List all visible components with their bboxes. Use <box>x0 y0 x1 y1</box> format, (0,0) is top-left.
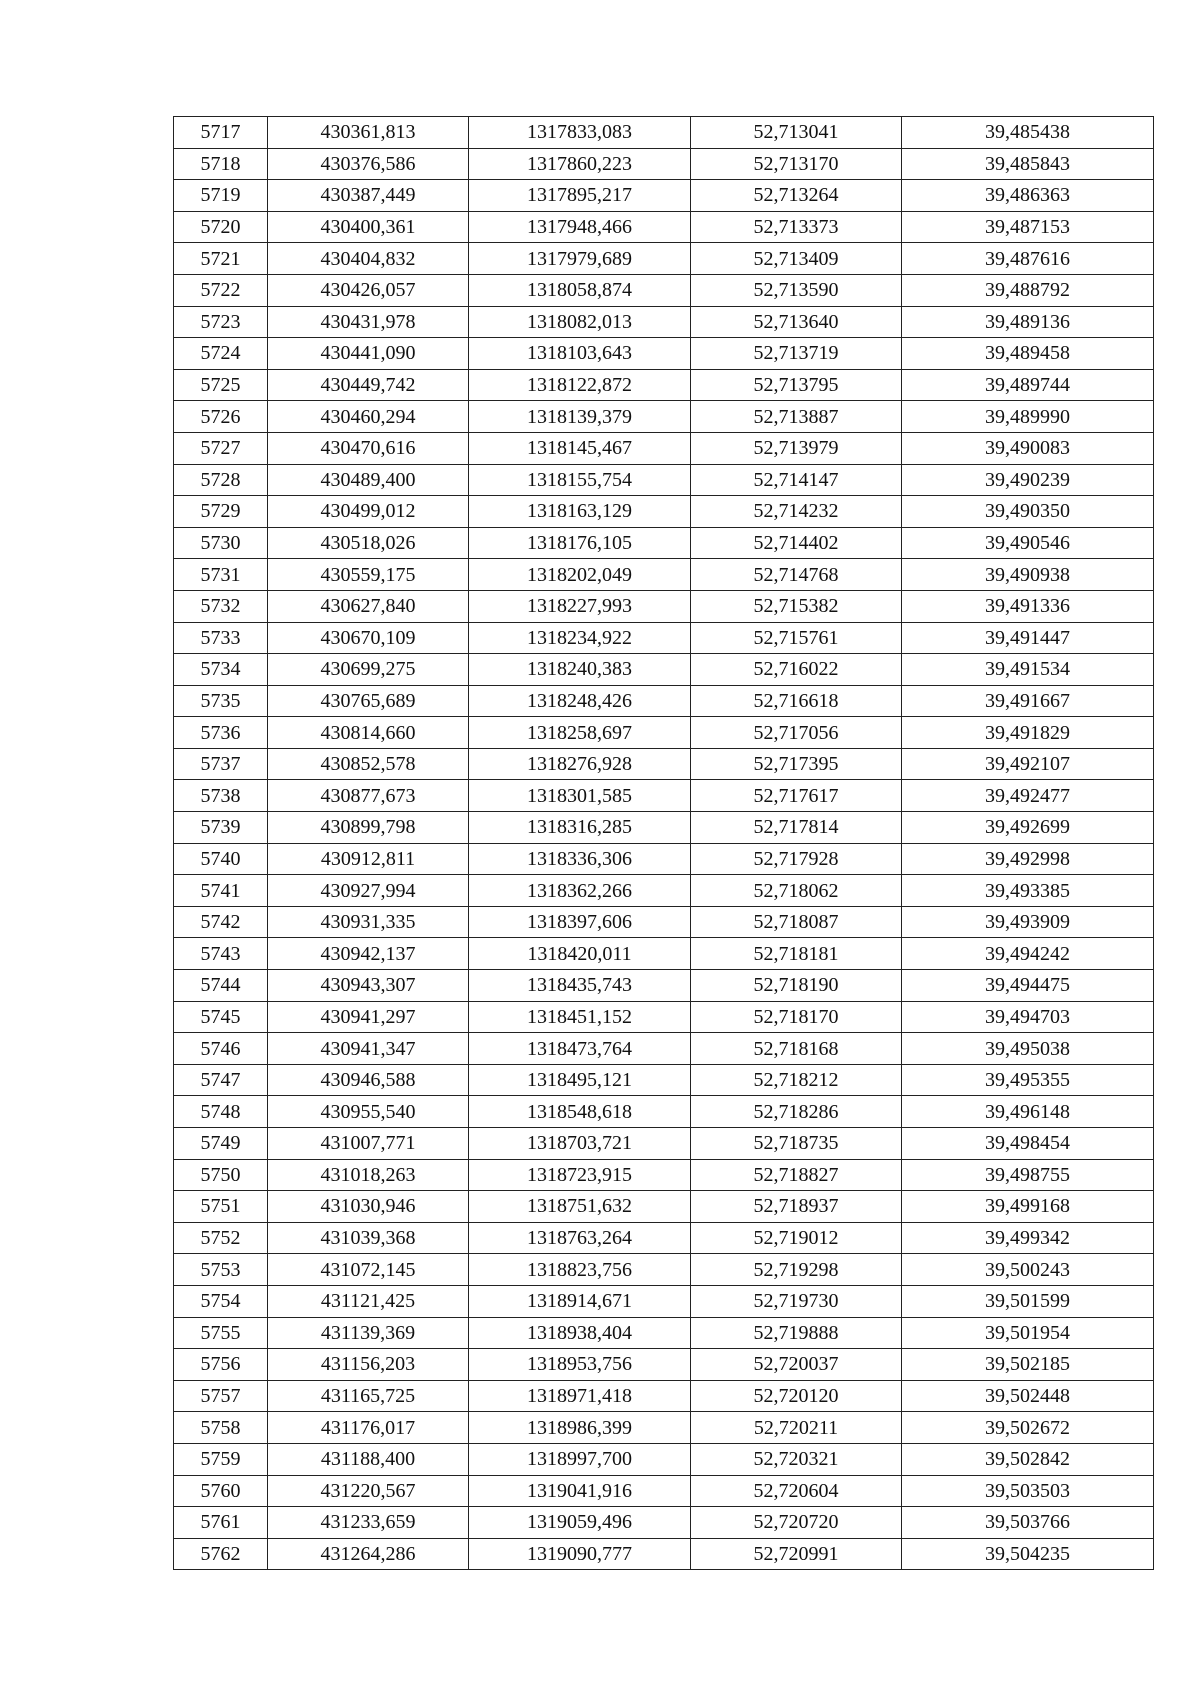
table-row <box>174 274 1154 306</box>
coordinates-table <box>173 116 1154 1570</box>
longitude-cell: 39,495038 <box>902 1033 1154 1065</box>
x-coordinate-cell: 430400,361 <box>268 211 469 243</box>
longitude-cell: 39,503503 <box>902 1475 1154 1507</box>
table-row <box>174 717 1154 749</box>
x-coordinate-cell: 431176,017 <box>268 1412 469 1444</box>
x-coordinate-cell: 430931,335 <box>268 906 469 938</box>
table-row <box>174 1001 1154 1033</box>
longitude-cell: 39,501954 <box>902 1317 1154 1349</box>
longitude-cell: 39,486363 <box>902 180 1154 212</box>
longitude-cell: 39,499168 <box>902 1191 1154 1223</box>
table-row <box>174 117 1154 149</box>
table-row <box>174 938 1154 970</box>
y-coordinate-cell: 1319090,777 <box>469 1538 691 1570</box>
y-coordinate-cell: 1318240,383 <box>469 654 691 686</box>
longitude-cell: 39,498755 <box>902 1159 1154 1191</box>
table-row <box>174 1443 1154 1475</box>
point-number-cell: 5717 <box>174 117 268 149</box>
point-number-cell: 5737 <box>174 748 268 780</box>
point-number-cell: 5746 <box>174 1033 268 1065</box>
x-coordinate-cell: 430912,811 <box>268 843 469 875</box>
point-number-cell: 5730 <box>174 527 268 559</box>
y-coordinate-cell: 1318451,152 <box>469 1001 691 1033</box>
y-coordinate-cell: 1317895,217 <box>469 180 691 212</box>
latitude-cell: 52,713979 <box>691 432 902 464</box>
point-number-cell: 5722 <box>174 274 268 306</box>
x-coordinate-cell: 430559,175 <box>268 559 469 591</box>
point-number-cell: 5761 <box>174 1507 268 1539</box>
longitude-cell: 39,489990 <box>902 401 1154 433</box>
y-coordinate-cell: 1318953,756 <box>469 1349 691 1381</box>
point-number-cell: 5726 <box>174 401 268 433</box>
x-coordinate-cell: 430431,978 <box>268 306 469 338</box>
latitude-cell: 52,719298 <box>691 1254 902 1286</box>
x-coordinate-cell: 431156,203 <box>268 1349 469 1381</box>
latitude-cell: 52,714768 <box>691 559 902 591</box>
table-row <box>174 527 1154 559</box>
table-row <box>174 464 1154 496</box>
latitude-cell: 52,717617 <box>691 780 902 812</box>
longitude-cell: 39,499342 <box>902 1222 1154 1254</box>
x-coordinate-cell: 431264,286 <box>268 1538 469 1570</box>
x-coordinate-cell: 430426,057 <box>268 274 469 306</box>
x-coordinate-cell: 431233,659 <box>268 1507 469 1539</box>
y-coordinate-cell: 1318122,872 <box>469 369 691 401</box>
table-row <box>174 559 1154 591</box>
latitude-cell: 52,718062 <box>691 875 902 907</box>
y-coordinate-cell: 1319041,916 <box>469 1475 691 1507</box>
point-number-cell: 5755 <box>174 1317 268 1349</box>
longitude-cell: 39,492998 <box>902 843 1154 875</box>
table-row <box>174 306 1154 338</box>
point-number-cell: 5740 <box>174 843 268 875</box>
table-row <box>174 748 1154 780</box>
latitude-cell: 52,718827 <box>691 1159 902 1191</box>
y-coordinate-cell: 1318082,013 <box>469 306 691 338</box>
table-row <box>174 180 1154 212</box>
x-coordinate-cell: 430499,012 <box>268 496 469 528</box>
latitude-cell: 52,713264 <box>691 180 902 212</box>
y-coordinate-cell: 1318495,121 <box>469 1064 691 1096</box>
longitude-cell: 39,487153 <box>902 211 1154 243</box>
latitude-cell: 52,718087 <box>691 906 902 938</box>
table-row <box>174 970 1154 1002</box>
x-coordinate-cell: 431030,946 <box>268 1191 469 1223</box>
table-row <box>174 496 1154 528</box>
y-coordinate-cell: 1317979,689 <box>469 243 691 275</box>
table-row <box>174 1380 1154 1412</box>
y-coordinate-cell: 1318176,105 <box>469 527 691 559</box>
longitude-cell: 39,485843 <box>902 148 1154 180</box>
longitude-cell: 39,496148 <box>902 1096 1154 1128</box>
x-coordinate-cell: 431007,771 <box>268 1128 469 1160</box>
latitude-cell: 52,717056 <box>691 717 902 749</box>
point-number-cell: 5733 <box>174 622 268 654</box>
latitude-cell: 52,713373 <box>691 211 902 243</box>
point-number-cell: 5734 <box>174 654 268 686</box>
point-number-cell: 5741 <box>174 875 268 907</box>
latitude-cell: 52,718190 <box>691 970 902 1002</box>
point-number-cell: 5760 <box>174 1475 268 1507</box>
table-row <box>174 148 1154 180</box>
longitude-cell: 39,491534 <box>902 654 1154 686</box>
latitude-cell: 52,715761 <box>691 622 902 654</box>
point-number-cell: 5735 <box>174 685 268 717</box>
x-coordinate-cell: 430627,840 <box>268 590 469 622</box>
latitude-cell: 52,717814 <box>691 812 902 844</box>
table-row <box>174 243 1154 275</box>
x-coordinate-cell: 430387,449 <box>268 180 469 212</box>
y-coordinate-cell: 1317860,223 <box>469 148 691 180</box>
y-coordinate-cell: 1318435,743 <box>469 970 691 1002</box>
latitude-cell: 52,720037 <box>691 1349 902 1381</box>
y-coordinate-cell: 1318986,399 <box>469 1412 691 1444</box>
table-row <box>174 685 1154 717</box>
longitude-cell: 39,494475 <box>902 970 1154 1002</box>
table-row <box>174 432 1154 464</box>
longitude-cell: 39,489458 <box>902 338 1154 370</box>
point-number-cell: 5749 <box>174 1128 268 1160</box>
y-coordinate-cell: 1318103,643 <box>469 338 691 370</box>
x-coordinate-cell: 431039,368 <box>268 1222 469 1254</box>
y-coordinate-cell: 1318971,418 <box>469 1380 691 1412</box>
table-row <box>174 211 1154 243</box>
longitude-cell: 39,489744 <box>902 369 1154 401</box>
longitude-cell: 39,490239 <box>902 464 1154 496</box>
point-number-cell: 5744 <box>174 970 268 1002</box>
longitude-cell: 39,502448 <box>902 1380 1154 1412</box>
latitude-cell: 52,718735 <box>691 1128 902 1160</box>
latitude-cell: 52,714402 <box>691 527 902 559</box>
point-number-cell: 5745 <box>174 1001 268 1033</box>
y-coordinate-cell: 1318301,585 <box>469 780 691 812</box>
latitude-cell: 52,719888 <box>691 1317 902 1349</box>
point-number-cell: 5718 <box>174 148 268 180</box>
table-row <box>174 843 1154 875</box>
point-number-cell: 5732 <box>174 590 268 622</box>
table-row <box>174 1159 1154 1191</box>
latitude-cell: 52,713409 <box>691 243 902 275</box>
point-number-cell: 5756 <box>174 1349 268 1381</box>
y-coordinate-cell: 1317948,466 <box>469 211 691 243</box>
x-coordinate-cell: 430404,832 <box>268 243 469 275</box>
x-coordinate-cell: 431018,263 <box>268 1159 469 1191</box>
x-coordinate-cell: 431165,725 <box>268 1380 469 1412</box>
latitude-cell: 52,717395 <box>691 748 902 780</box>
point-number-cell: 5747 <box>174 1064 268 1096</box>
table-row <box>174 1349 1154 1381</box>
longitude-cell: 39,493909 <box>902 906 1154 938</box>
latitude-cell: 52,713041 <box>691 117 902 149</box>
longitude-cell: 39,490350 <box>902 496 1154 528</box>
longitude-cell: 39,491447 <box>902 622 1154 654</box>
latitude-cell: 52,718212 <box>691 1064 902 1096</box>
latitude-cell: 52,718286 <box>691 1096 902 1128</box>
table-row <box>174 590 1154 622</box>
table-row <box>174 654 1154 686</box>
table-row <box>174 401 1154 433</box>
x-coordinate-cell: 430489,400 <box>268 464 469 496</box>
longitude-cell: 39,492107 <box>902 748 1154 780</box>
latitude-cell: 52,720604 <box>691 1475 902 1507</box>
latitude-cell: 52,716022 <box>691 654 902 686</box>
latitude-cell: 52,714232 <box>691 496 902 528</box>
y-coordinate-cell: 1318336,306 <box>469 843 691 875</box>
point-number-cell: 5719 <box>174 180 268 212</box>
y-coordinate-cell: 1318258,697 <box>469 717 691 749</box>
longitude-cell: 39,493385 <box>902 875 1154 907</box>
y-coordinate-cell: 1318248,426 <box>469 685 691 717</box>
longitude-cell: 39,502842 <box>902 1443 1154 1475</box>
latitude-cell: 52,719730 <box>691 1285 902 1317</box>
point-number-cell: 5752 <box>174 1222 268 1254</box>
x-coordinate-cell: 430441,090 <box>268 338 469 370</box>
y-coordinate-cell: 1318145,467 <box>469 432 691 464</box>
point-number-cell: 5725 <box>174 369 268 401</box>
longitude-cell: 39,494703 <box>902 1001 1154 1033</box>
point-number-cell: 5758 <box>174 1412 268 1444</box>
table-row <box>174 338 1154 370</box>
y-coordinate-cell: 1318155,754 <box>469 464 691 496</box>
table-row <box>174 1191 1154 1223</box>
point-number-cell: 5757 <box>174 1380 268 1412</box>
point-number-cell: 5738 <box>174 780 268 812</box>
table-row <box>174 906 1154 938</box>
table-row <box>174 1507 1154 1539</box>
latitude-cell: 52,720211 <box>691 1412 902 1444</box>
y-coordinate-cell: 1318914,671 <box>469 1285 691 1317</box>
latitude-cell: 52,713719 <box>691 338 902 370</box>
latitude-cell: 52,720120 <box>691 1380 902 1412</box>
y-coordinate-cell: 1318397,606 <box>469 906 691 938</box>
longitude-cell: 39,492477 <box>902 780 1154 812</box>
y-coordinate-cell: 1318202,049 <box>469 559 691 591</box>
y-coordinate-cell: 1319059,496 <box>469 1507 691 1539</box>
longitude-cell: 39,489136 <box>902 306 1154 338</box>
x-coordinate-cell: 430942,137 <box>268 938 469 970</box>
latitude-cell: 52,719012 <box>691 1222 902 1254</box>
latitude-cell: 52,718168 <box>691 1033 902 1065</box>
point-number-cell: 5742 <box>174 906 268 938</box>
latitude-cell: 52,720991 <box>691 1538 902 1570</box>
x-coordinate-cell: 430765,689 <box>268 685 469 717</box>
x-coordinate-cell: 430955,540 <box>268 1096 469 1128</box>
y-coordinate-cell: 1317833,083 <box>469 117 691 149</box>
table-row <box>174 812 1154 844</box>
x-coordinate-cell: 431188,400 <box>268 1443 469 1475</box>
y-coordinate-cell: 1318997,700 <box>469 1443 691 1475</box>
latitude-cell: 52,718937 <box>691 1191 902 1223</box>
longitude-cell: 39,500243 <box>902 1254 1154 1286</box>
point-number-cell: 5751 <box>174 1191 268 1223</box>
point-number-cell: 5762 <box>174 1538 268 1570</box>
point-number-cell: 5754 <box>174 1285 268 1317</box>
latitude-cell: 52,720720 <box>691 1507 902 1539</box>
longitude-cell: 39,491336 <box>902 590 1154 622</box>
x-coordinate-cell: 430852,578 <box>268 748 469 780</box>
y-coordinate-cell: 1318234,922 <box>469 622 691 654</box>
x-coordinate-cell: 430927,994 <box>268 875 469 907</box>
x-coordinate-cell: 430699,275 <box>268 654 469 686</box>
latitude-cell: 52,720321 <box>691 1443 902 1475</box>
x-coordinate-cell: 430376,586 <box>268 148 469 180</box>
y-coordinate-cell: 1318316,285 <box>469 812 691 844</box>
point-number-cell: 5723 <box>174 306 268 338</box>
y-coordinate-cell: 1318276,928 <box>469 748 691 780</box>
longitude-cell: 39,491829 <box>902 717 1154 749</box>
y-coordinate-cell: 1318823,756 <box>469 1254 691 1286</box>
x-coordinate-cell: 430449,742 <box>268 369 469 401</box>
longitude-cell: 39,485438 <box>902 117 1154 149</box>
y-coordinate-cell: 1318139,379 <box>469 401 691 433</box>
point-number-cell: 5739 <box>174 812 268 844</box>
longitude-cell: 39,502672 <box>902 1412 1154 1444</box>
latitude-cell: 52,715382 <box>691 590 902 622</box>
point-number-cell: 5748 <box>174 1096 268 1128</box>
longitude-cell: 39,502185 <box>902 1349 1154 1381</box>
y-coordinate-cell: 1318938,404 <box>469 1317 691 1349</box>
y-coordinate-cell: 1318227,993 <box>469 590 691 622</box>
longitude-cell: 39,494242 <box>902 938 1154 970</box>
x-coordinate-cell: 430946,588 <box>268 1064 469 1096</box>
table-row <box>174 1538 1154 1570</box>
latitude-cell: 52,716618 <box>691 685 902 717</box>
longitude-cell: 39,491667 <box>902 685 1154 717</box>
longitude-cell: 39,501599 <box>902 1285 1154 1317</box>
x-coordinate-cell: 431220,567 <box>268 1475 469 1507</box>
longitude-cell: 39,504235 <box>902 1538 1154 1570</box>
x-coordinate-cell: 431072,145 <box>268 1254 469 1286</box>
table-row <box>174 1317 1154 1349</box>
y-coordinate-cell: 1318362,266 <box>469 875 691 907</box>
longitude-cell: 39,490938 <box>902 559 1154 591</box>
x-coordinate-cell: 430361,813 <box>268 117 469 149</box>
point-number-cell: 5753 <box>174 1254 268 1286</box>
point-number-cell: 5729 <box>174 496 268 528</box>
coordinates-table-body <box>174 117 1154 1570</box>
x-coordinate-cell: 431139,369 <box>268 1317 469 1349</box>
x-coordinate-cell: 431121,425 <box>268 1285 469 1317</box>
x-coordinate-cell: 430460,294 <box>268 401 469 433</box>
longitude-cell: 39,498454 <box>902 1128 1154 1160</box>
table-row <box>174 875 1154 907</box>
latitude-cell: 52,718170 <box>691 1001 902 1033</box>
x-coordinate-cell: 430941,347 <box>268 1033 469 1065</box>
point-number-cell: 5750 <box>174 1159 268 1191</box>
longitude-cell: 39,503766 <box>902 1507 1154 1539</box>
point-number-cell: 5727 <box>174 432 268 464</box>
table-row <box>174 1033 1154 1065</box>
y-coordinate-cell: 1318751,632 <box>469 1191 691 1223</box>
longitude-cell: 39,490546 <box>902 527 1154 559</box>
x-coordinate-cell: 430518,026 <box>268 527 469 559</box>
y-coordinate-cell: 1318548,618 <box>469 1096 691 1128</box>
point-number-cell: 5759 <box>174 1443 268 1475</box>
table-row <box>174 1285 1154 1317</box>
table-row <box>174 1064 1154 1096</box>
latitude-cell: 52,713887 <box>691 401 902 433</box>
table-row <box>174 1475 1154 1507</box>
y-coordinate-cell: 1318058,874 <box>469 274 691 306</box>
table-row <box>174 1412 1154 1444</box>
point-number-cell: 5724 <box>174 338 268 370</box>
x-coordinate-cell: 430470,616 <box>268 432 469 464</box>
latitude-cell: 52,718181 <box>691 938 902 970</box>
table-row <box>174 622 1154 654</box>
x-coordinate-cell: 430877,673 <box>268 780 469 812</box>
x-coordinate-cell: 430899,798 <box>268 812 469 844</box>
y-coordinate-cell: 1318763,264 <box>469 1222 691 1254</box>
longitude-cell: 39,490083 <box>902 432 1154 464</box>
point-number-cell: 5720 <box>174 211 268 243</box>
table-row <box>174 1254 1154 1286</box>
y-coordinate-cell: 1318703,721 <box>469 1128 691 1160</box>
longitude-cell: 39,487616 <box>902 243 1154 275</box>
latitude-cell: 52,713590 <box>691 274 902 306</box>
point-number-cell: 5728 <box>174 464 268 496</box>
latitude-cell: 52,714147 <box>691 464 902 496</box>
point-number-cell: 5743 <box>174 938 268 970</box>
longitude-cell: 39,495355 <box>902 1064 1154 1096</box>
x-coordinate-cell: 430814,660 <box>268 717 469 749</box>
latitude-cell: 52,713795 <box>691 369 902 401</box>
table-row <box>174 780 1154 812</box>
x-coordinate-cell: 430943,307 <box>268 970 469 1002</box>
longitude-cell: 39,492699 <box>902 812 1154 844</box>
table-row <box>174 1222 1154 1254</box>
table-row <box>174 369 1154 401</box>
y-coordinate-cell: 1318420,011 <box>469 938 691 970</box>
latitude-cell: 52,717928 <box>691 843 902 875</box>
y-coordinate-cell: 1318163,129 <box>469 496 691 528</box>
x-coordinate-cell: 430941,297 <box>268 1001 469 1033</box>
latitude-cell: 52,713170 <box>691 148 902 180</box>
y-coordinate-cell: 1318473,764 <box>469 1033 691 1065</box>
latitude-cell: 52,713640 <box>691 306 902 338</box>
table-row <box>174 1128 1154 1160</box>
x-coordinate-cell: 430670,109 <box>268 622 469 654</box>
y-coordinate-cell: 1318723,915 <box>469 1159 691 1191</box>
table-row <box>174 1096 1154 1128</box>
point-number-cell: 5736 <box>174 717 268 749</box>
longitude-cell: 39,488792 <box>902 274 1154 306</box>
point-number-cell: 5731 <box>174 559 268 591</box>
point-number-cell: 5721 <box>174 243 268 275</box>
